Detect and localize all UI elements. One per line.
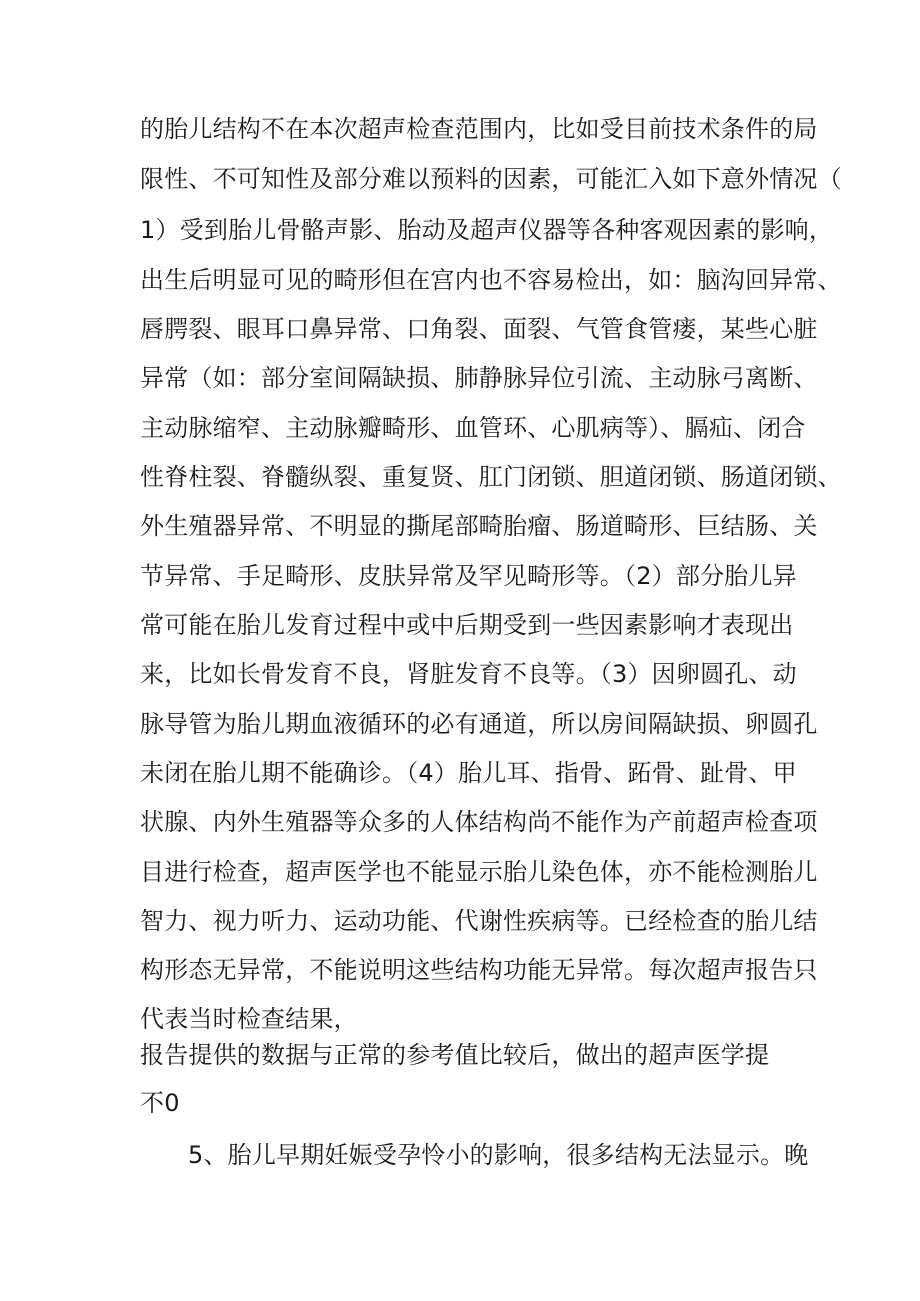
text-line: 来，比如长骨发育不良，肾脏发育不良等。（3）因卵圆孔、动 — [140, 660, 797, 688]
text-line: 智力、视力听力、运动功能、代谢性疾病等。已经检查的胎儿结 — [140, 907, 818, 935]
text-line: 出生后明显可见的畸形但在宫内也不容易检出，如：脑沟回异常、 — [140, 266, 842, 294]
text-line: 构形态无异常，不能说明这些结构功能无异常。每次超声报告只 — [140, 956, 818, 984]
text-line: 异常（如：部分室间隔缺损、肺静脉异位引流、主动脉弓离断、 — [140, 364, 818, 392]
text-line: 限性、不可知性及部分难以预料的因素，可能汇入如下意外情况（ — [140, 165, 842, 193]
text-line: 节异常、手足畸形、皮肤异常及罕见畸形等。（2）部分胎儿异 — [140, 562, 797, 590]
text-line: 报告提供的数据与正常的参考值比较后，做出的超声医学提 — [140, 1041, 770, 1069]
text-line: 1）受到胎儿骨骼声影、胎动及超声仪器等各种客观因素的影响， — [140, 216, 834, 244]
text-line: 5、胎儿早期妊娠受孕怜小的影响，很多结构无法显示。晚 — [188, 1141, 809, 1169]
text-line: 状腺、内外生殖器等众多的人体结构尚不能作为产前超声检查项 — [140, 808, 818, 836]
text-line: 目进行检查，超声医学也不能显示胎儿染色体，亦不能检测胎儿 — [140, 858, 818, 886]
text-line: 不0 — [140, 1089, 180, 1117]
text-line: 的胎儿结构不在本次超声检查范围内，比如受目前技术条件的局 — [140, 115, 818, 143]
text-line: 唇腭裂、眼耳口鼻异常、口角裂、面裂、气管食管瘘，某些心脏 — [140, 315, 818, 343]
text-line: 性脊柱裂、脊髓纵裂、重复贤、肛门闭锁、胆道闭锁、肠道闭锁、 — [140, 463, 842, 491]
text-line: 主动脉缩窄、主动脉瓣畸形、血管环、心肌病等）、膈疝、闭合 — [140, 414, 806, 442]
text-line: 未闭在胎儿期不能确诊。（4）胎儿耳、指骨、跖骨、趾骨、甲 — [140, 759, 797, 787]
text-line: 脉导管为胎儿期血液循环的必有通道，所以房间隔缺损、卵圆孔 — [140, 710, 818, 738]
text-line: 代表当时检查结果， — [140, 1005, 358, 1033]
text-line: 外生殖器异常、不明显的撕尾部畸胎瘤、肠道畸形、巨结肠、关 — [140, 512, 818, 540]
text-line: 常可能在胎儿发育过程中或中后期受到一些因素影响才表现出 — [140, 611, 794, 639]
